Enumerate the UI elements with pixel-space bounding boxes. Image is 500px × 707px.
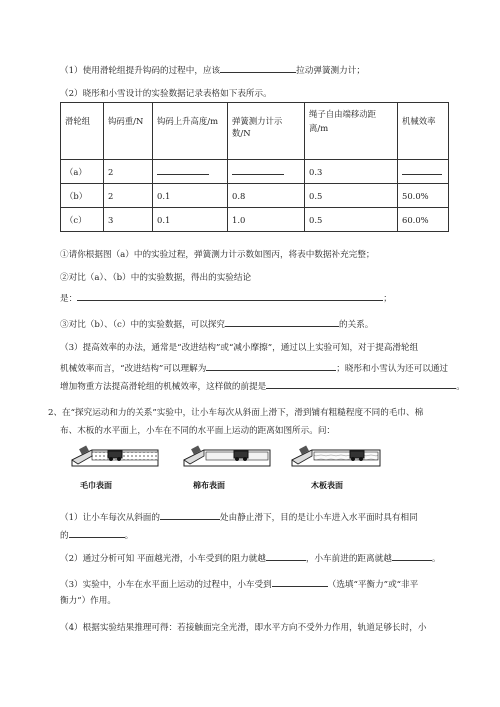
answer-blank[interactable] [272,577,328,587]
q2-intro-text: 2、在“探究运动和力的关系”实验中，让小车每次从斜面上滑下，滑到铺有粗糙程度不同的毛巾、棉 [48,408,424,418]
answer-blank[interactable] [160,510,220,520]
q2-sub2 [60,551,440,565]
q2-sub2-text: （2）通过分析可知 平面越光滑，小车受到的阻力就越 [60,554,266,564]
answer-blank[interactable] [225,317,339,327]
table-header: 弹簧测力计示数/N [228,103,305,160]
table-cell: （c） [61,208,104,232]
answer-blank[interactable] [266,379,456,389]
q1-part1 [60,63,365,77]
q1-part3-text: 增加物重方法提高滑轮组的机械效率，这样做的前提是 [60,382,267,392]
table-header: 机械效率 [398,103,449,160]
table-header: 绳子自由端移动距离/m [305,103,398,160]
q1-sub2-text: ②对比（a）、（b）中的实验数据，得出的实验结论 [60,273,252,283]
q2-intro-l1 [48,407,423,419]
q2-sub4 [60,622,426,634]
cotton-surface-figure [184,445,270,466]
wood-surface-figure [292,445,380,466]
q2-sub1-l2 [60,528,133,542]
answer-blank[interactable] [266,551,306,561]
q2-sub3-text-post: （选填“平衡力”或“非平 [327,580,419,590]
towel-surface-figure [72,445,158,466]
table-cell: 0.5 [305,208,398,232]
q1-sub1 [60,249,375,261]
q2-sub2-text-end: 。 [431,554,441,564]
q1-sub3-text: ③对比（b）、（c）中的实验数据，可以探究 [60,320,225,330]
q2-sub1-text-post: 处由静止滑下，目的是让小车进入水平面时具有相同 [220,513,418,523]
q1-sub1-text: ①请你根据图（a）中的实验过程，弹簧测力计示数如图丙，将表中数据补充完整； [60,250,375,260]
q2-sub1-text-end: 。 [124,531,134,541]
table-cell: 3 [104,208,153,232]
table-cell: 0.5 [305,184,398,208]
answer-blank[interactable] [69,528,125,538]
q2-sub3-text: 衡力”）作用。 [60,596,116,606]
table-header-row [61,103,449,160]
answer-blank[interactable] [77,291,383,301]
q1-part3-text-end: 。 [456,382,465,392]
table-cell: （a） [61,160,104,184]
q2-sub1-text: （1）让小车每次从斜面的 [60,513,160,523]
ramp-figures [66,438,436,498]
table-header: 滑轮组 [61,103,104,160]
table-cell: 0.3 [305,160,398,184]
q2-sub3-l2 [60,595,116,607]
q1-sub2-label: 是： [60,294,78,304]
q2-sub1-text: 的 [60,531,69,541]
q1-part1-text-post: 拉动弹簧测力计； [296,66,365,76]
table-cell-blank[interactable] [153,160,228,184]
q1-sub3 [60,317,373,331]
q1-sub2-answer [60,291,392,305]
data-table [60,102,449,232]
table-cell: 2 [104,160,153,184]
table-cell: 0.1 [153,184,228,208]
q1-sub3-text-post: 的关系。 [339,320,374,330]
q2-sub1-l1 [60,510,418,524]
q1-sub2 [60,272,251,284]
q2-sub2-text-mid: ，小车前进的距离就越 [305,554,392,564]
q1-part3-text-post: ；晓彤和小雪认为还可以通过 [336,364,449,374]
table-cell: 2 [104,184,153,208]
table-cell: 0.8 [228,184,305,208]
q1-sub2-end: ； [383,294,392,304]
table-cell: （b） [61,184,104,208]
table-cell: 60.0% [398,208,449,232]
table-header: 钩码上升高度/m [153,103,228,160]
q1-part3-l1 [60,342,418,354]
q1-part3-text: 机械效率而言，“改进结构”可以理解为 [60,364,207,374]
figure-label: 木板表面 [311,481,343,490]
answer-blank[interactable] [206,361,336,371]
table-row [61,184,449,208]
q2-sub4-text: （4）根据实验结果推理可得：若接触面完全光滑，即水平方向不受外力作用，轨道足够长时，小 [60,623,427,633]
q1-part3-text: （3）提高效率的办法，通常是“改进结构”或“减小摩擦”，通过以上实验可知，对于提高滑轮组 [60,343,419,353]
table-row [61,208,449,232]
table-cell: 0.1 [153,208,228,232]
q1-part3-l3 [60,379,465,393]
table-cell-blank[interactable] [398,160,449,184]
table-header: 钩码重/N [104,103,153,160]
figure-label: 毛巾表面 [80,481,112,490]
answer-blank[interactable] [220,63,296,73]
q2-sub3-l1 [60,577,418,591]
q2-sub3-text: （3）实验中，小车在水平面上运动的过程中，小车受到 [60,580,272,590]
table-cell: 50.0% [398,184,449,208]
figure-label: 棉布表面 [193,481,225,490]
q1-part1-text: （1）使用滑轮组提升钩码的过程中，应该 [60,66,221,76]
table-cell: 1.0 [228,208,305,232]
q2-intro-l2 [60,425,335,437]
q1-part3-l2 [60,361,448,375]
answer-blank[interactable] [392,551,432,561]
table-cell-blank[interactable] [228,160,305,184]
q1-part2-text: （2）晓彤和小雪设计的实验数据记录表格如下表所示。 [60,89,272,99]
table-row [61,160,449,184]
q1-part2 [60,88,272,100]
q2-intro-text: 布、木板的水平面上，小车在不同的水平面上运动的距离如图所示。问： [60,426,336,436]
